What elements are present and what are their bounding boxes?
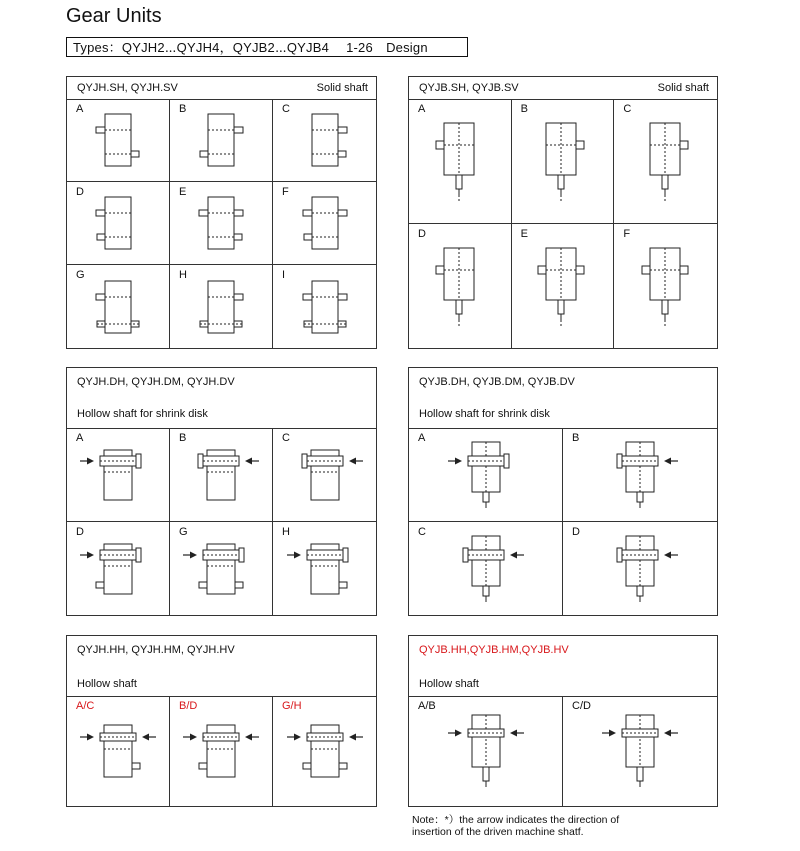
- panel-qyjh-hollow: [66, 635, 377, 807]
- gear-unit-diagram: [290, 275, 360, 339]
- config-cell: H: [170, 265, 273, 348]
- gear-unit-diagram: [80, 719, 156, 783]
- panel-qyjb-hollow: [408, 635, 718, 807]
- gear-unit-diagram: [446, 711, 526, 791]
- config-cell: A: [409, 99, 512, 224]
- gear-unit-diagram: [446, 532, 526, 604]
- gear-unit-diagram: [634, 119, 698, 203]
- gear-unit-diagram: [530, 119, 594, 203]
- panel-shaft-type: Hollow shaft: [77, 678, 137, 690]
- config-cell: B: [563, 428, 717, 522]
- gear-unit-diagram: [428, 119, 492, 203]
- gear-unit-diagram: [634, 244, 698, 328]
- config-cell: B/D: [170, 696, 273, 806]
- config-cell: C: [409, 522, 563, 616]
- config-cell: C: [273, 428, 376, 522]
- config-cell: F: [273, 182, 376, 265]
- config-cell: A/B: [409, 696, 563, 806]
- panel-shaft-type: Hollow shaft for shrink disk: [419, 408, 550, 420]
- gear-unit-diagram: [78, 442, 158, 506]
- config-cell: A: [409, 428, 563, 522]
- config-cell: D: [67, 182, 170, 265]
- gear-unit-diagram: [285, 442, 365, 506]
- panel-shaft-type: Hollow shaft: [419, 678, 479, 690]
- panel-caption: QYJB.SH, QYJB.SV: [419, 82, 519, 94]
- footnote-line: Note：*）the arrow indicates the direction of: [412, 814, 620, 826]
- gear-unit-diagram: [600, 532, 680, 604]
- gear-unit-diagram: [600, 711, 680, 791]
- config-cell: D: [563, 522, 717, 616]
- panel-qyjh-shrink-disk: [66, 367, 377, 616]
- config-cell: B: [512, 99, 615, 224]
- config-cell: E: [170, 182, 273, 265]
- gear-unit-diagram: [446, 438, 526, 510]
- gear-unit-diagram: [530, 244, 594, 328]
- gear-unit-diagram: [78, 536, 158, 600]
- panel-shaft-type: Solid shaft: [316, 82, 368, 94]
- config-cell: B: [170, 428, 273, 522]
- panel-caption: QYJH.HH, QYJH.HM, QYJH.HV: [77, 644, 235, 656]
- config-cell: H: [273, 522, 376, 616]
- footnote-line: insertion of the driven machine shatf.: [412, 826, 584, 838]
- panel-qyjb-solid: [408, 76, 718, 349]
- gear-unit-diagram: [183, 719, 259, 783]
- gear-unit-diagram: [600, 438, 680, 510]
- config-cell: B: [170, 99, 273, 182]
- config-cell: C/D: [563, 696, 717, 806]
- config-cell: A: [67, 99, 170, 182]
- config-cell: F: [614, 224, 717, 349]
- panel-caption: QYJH.SH, QYJH.SV: [77, 82, 178, 94]
- gear-unit-diagram: [186, 191, 256, 255]
- gear-unit-diagram: [186, 275, 256, 339]
- gear-unit-diagram: [181, 442, 261, 506]
- gear-unit-diagram: [83, 275, 153, 339]
- footnote: [412, 814, 619, 838]
- panel-caption: QYJB.DH, QYJB.DM, QYJB.DV: [419, 376, 575, 388]
- config-cell: C: [614, 99, 717, 224]
- gear-unit-diagram: [181, 536, 261, 600]
- gear-unit-diagram: [287, 719, 363, 783]
- panel-shaft-type: Hollow shaft for shrink disk: [77, 408, 208, 420]
- gear-unit-diagram: [285, 536, 365, 600]
- page-title: Gear Units: [66, 5, 162, 27]
- config-cell: C: [273, 99, 376, 182]
- panel-qyjh-solid: [66, 76, 377, 349]
- gear-unit-diagram: [290, 191, 360, 255]
- gear-unit-diagram: [428, 244, 492, 328]
- panel-caption: QYJH.DH, QYJH.DM, QYJH.DV: [77, 376, 235, 388]
- panel-qyjb-shrink-disk: [408, 367, 718, 616]
- gear-unit-diagram: [83, 191, 153, 255]
- config-cell: E: [512, 224, 615, 349]
- panel-shaft-type: Solid shaft: [657, 82, 709, 94]
- config-cell: A: [67, 428, 170, 522]
- types-box: Types：QYJH2⋯QYJH4，QYJB2⋯QYJB4 1-26 Design: [66, 37, 468, 57]
- config-cell: I: [273, 265, 376, 348]
- config-cell: D: [67, 522, 170, 616]
- config-cell: G/H: [273, 696, 376, 806]
- config-cell: G: [170, 522, 273, 616]
- config-cell: G: [67, 265, 170, 348]
- gear-unit-diagram: [290, 108, 360, 172]
- config-cell: D: [409, 224, 512, 349]
- gear-unit-diagram: [83, 108, 153, 172]
- gear-unit-diagram: [186, 108, 256, 172]
- panel-caption: QYJB.HH,QYJB.HM,QYJB.HV: [419, 644, 569, 656]
- config-cell: A/C: [67, 696, 170, 806]
